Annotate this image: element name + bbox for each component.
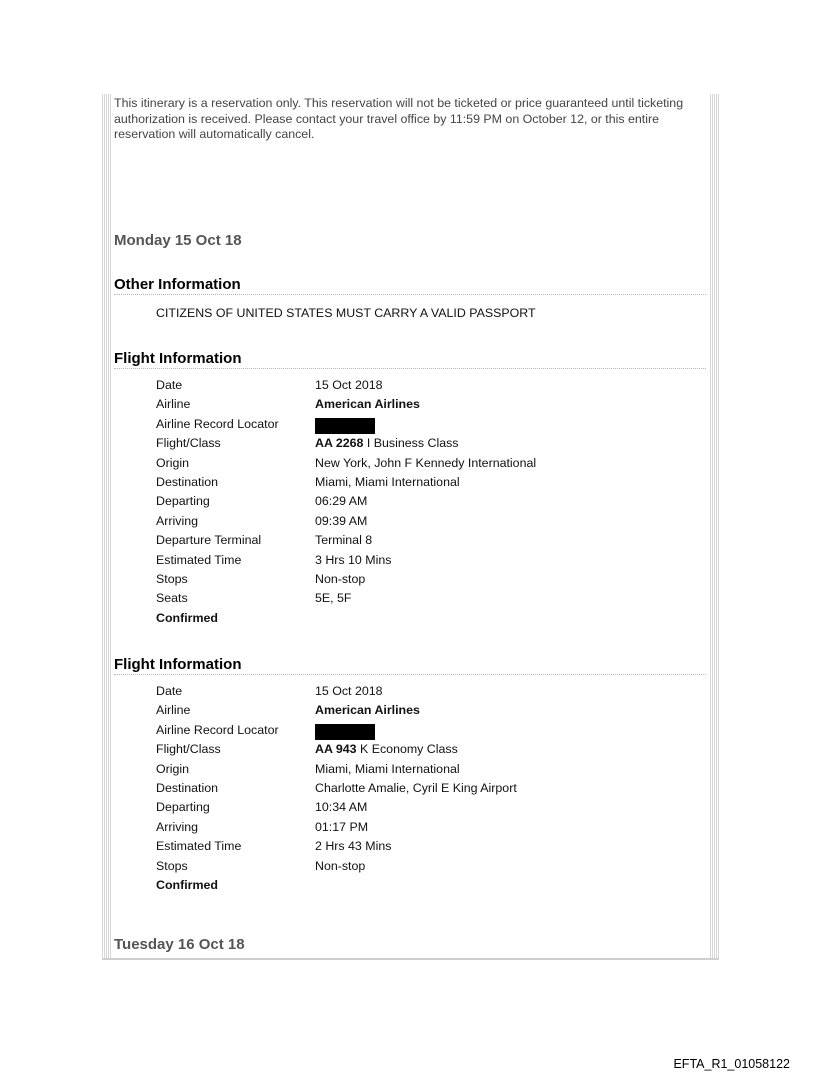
record-locator-value — [315, 415, 375, 434]
detail-row-locator — [156, 415, 676, 434]
detail-row-estimated-time — [156, 551, 676, 570]
detail-row-date — [156, 682, 676, 701]
flight-class-value — [315, 434, 458, 453]
flight-information-heading-1: Flight Information — [114, 350, 706, 369]
detail-label: Airline — [156, 703, 191, 718]
detail-value: 15 Oct 2018 — [315, 378, 383, 392]
detail-label: Date — [156, 378, 183, 392]
detail-value: 3 Hrs 10 Mins — [315, 552, 392, 567]
detail-label: Seats — [156, 591, 188, 606]
detail-row-departing — [156, 798, 676, 817]
detail-row-departing — [156, 492, 676, 511]
detail-row-date — [156, 376, 676, 395]
detail-row-seats — [156, 589, 676, 608]
document-id-footer: EFTA_R1_01058122 — [673, 1057, 790, 1071]
detail-value: Non-stop — [315, 571, 366, 586]
detail-label: Departing — [156, 494, 210, 509]
detail-row-stops — [156, 857, 676, 876]
detail-row-airline — [156, 395, 676, 414]
detail-label: Flight/Class — [156, 742, 221, 757]
detail-value: 09:39 AM — [315, 513, 368, 528]
detail-label: Origin — [156, 761, 190, 776]
detail-row-terminal — [156, 531, 676, 550]
detail-value: 06:29 AM — [315, 494, 368, 509]
day-heading-tuesday: Tuesday 16 Oct 18 — [114, 936, 245, 953]
detail-value: 2 Hrs 43 Mins — [315, 839, 392, 854]
redaction-block — [315, 724, 375, 740]
passport-notice: CITIZENS OF UNITED STATES MUST CARRY A VALID PASSPORT — [156, 306, 536, 320]
detail-label: Date — [156, 684, 183, 698]
detail-row-flight-class — [156, 434, 676, 453]
detail-label: Stops — [156, 571, 188, 586]
flight-details-2 — [156, 682, 676, 895]
frame-left-border — [102, 94, 111, 960]
detail-row-airline — [156, 701, 676, 720]
airline-name: American Airlines — [315, 703, 420, 718]
detail-value: New York, John F Kennedy International — [315, 455, 537, 470]
detail-row-destination — [156, 779, 676, 798]
detail-label: Origin — [156, 455, 190, 470]
detail-value: Charlotte Amalie, Cyril E King Airport — [315, 780, 517, 795]
detail-label: Airline Record Locator — [156, 722, 279, 737]
detail-row-arriving — [156, 818, 676, 837]
detail-row-origin — [156, 760, 676, 779]
detail-value: 10:34 AM — [315, 800, 368, 815]
status-confirmed: Confirmed — [156, 610, 218, 625]
detail-row-origin — [156, 454, 676, 473]
detail-label: Airline Record Locator — [156, 416, 279, 431]
flight-details-1 — [156, 376, 676, 628]
reservation-notice: This itinerary is a reservation only. This reservation will not be ticketed or price guaranteed until ticketing authorization is received. Please contact your travel office by 11:59 PM on October 12, or this entire reservation will automatically cancel. — [114, 96, 684, 141]
detail-label: Airline — [156, 397, 191, 412]
detail-value: 5E, 5F — [315, 591, 352, 606]
record-locator-value — [315, 721, 375, 740]
detail-row-flight-class — [156, 740, 676, 759]
detail-row-stops — [156, 570, 676, 589]
detail-label: Estimated Time — [156, 839, 242, 854]
airline-name: American Airlines — [315, 397, 420, 412]
detail-label: Departing — [156, 800, 210, 815]
detail-label: Arriving — [156, 819, 198, 834]
detail-value: Non-stop — [315, 858, 366, 873]
detail-row-destination — [156, 473, 676, 492]
detail-row-locator — [156, 721, 676, 740]
flight-information-heading-2: Flight Information — [114, 656, 706, 675]
detail-value: Terminal 8 — [315, 533, 373, 548]
detail-value: 15 Oct 2018 — [315, 684, 383, 698]
detail-label: Arriving — [156, 513, 198, 528]
detail-row-estimated-time — [156, 837, 676, 856]
cabin-class: K Economy Class — [356, 742, 458, 757]
flight-number: AA 943 — [315, 742, 357, 757]
detail-value: Miami, Miami International — [315, 761, 460, 776]
flight-class-value — [315, 740, 458, 759]
detail-label: Stops — [156, 858, 188, 873]
frame-bottom-border — [102, 958, 719, 960]
detail-label: Flight/Class — [156, 436, 221, 451]
flight-number: AA 2268 — [315, 436, 364, 451]
detail-label: Destination — [156, 780, 218, 795]
status-confirmed: Confirmed — [156, 877, 218, 892]
frame-right-border — [710, 94, 719, 960]
redaction-block — [315, 418, 375, 434]
detail-label: Estimated Time — [156, 552, 242, 567]
cabin-class: I Business Class — [363, 436, 459, 451]
detail-label: Departure Terminal — [156, 533, 262, 548]
detail-label: Destination — [156, 474, 218, 489]
day-heading-monday: Monday 15 Oct 18 — [114, 232, 242, 249]
other-information-heading: Other Information — [114, 276, 706, 295]
detail-row-arriving — [156, 512, 676, 531]
detail-value: Miami, Miami International — [315, 474, 460, 489]
detail-value: 01:17 PM — [315, 819, 369, 834]
